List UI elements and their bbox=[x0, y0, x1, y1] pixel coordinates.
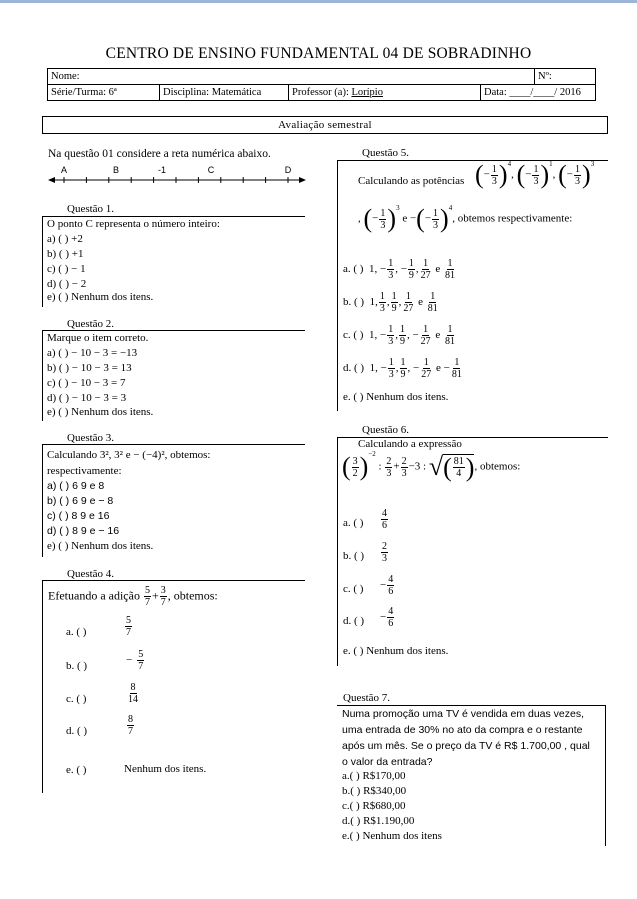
q1-option-d[interactable]: d) ( ) − 2 bbox=[47, 278, 87, 290]
q6-option-a-value: $\frac{4}{6}$ bbox=[382, 508, 387, 531]
q2-option-d[interactable]: d) ( ) − 10 − 3 = 3 bbox=[47, 392, 127, 404]
q1-prompt: O ponto C representa o número inteiro: bbox=[47, 218, 220, 230]
q2-title: Questão 2. bbox=[67, 318, 115, 330]
q4-option-b-value: − $\frac{5}{7}$ bbox=[126, 649, 144, 672]
subject-cell: Disciplina: Matemática bbox=[160, 85, 289, 101]
q5-powers-row2: , (− $\frac{1}{3}$ )$^3$ e −(− $\frac{1}{3}$ )$^4$, obtemos respectivamente: bbox=[358, 204, 573, 233]
date-year: 2016 bbox=[559, 87, 581, 98]
q4-option-d-label[interactable]: d. ( ) bbox=[66, 725, 88, 737]
q1-option-e[interactable]: e) ( ) Nenhum dos itens. bbox=[47, 291, 154, 303]
q6-prompt: Calculando a expressão bbox=[358, 438, 462, 450]
date-blanks: ____/____/ bbox=[509, 87, 558, 98]
q6-title: Questão 6. bbox=[362, 424, 410, 436]
q7-option-d[interactable]: d.( ) R$1.190,00 bbox=[342, 815, 415, 827]
q4-option-c-label[interactable]: c. ( ) bbox=[66, 693, 87, 705]
q6-option-b-value: $\frac{2}{3}$ bbox=[382, 541, 387, 564]
number-line bbox=[48, 162, 308, 188]
left-arrow-icon bbox=[48, 177, 55, 183]
nl-label-minus1: -1 bbox=[157, 165, 167, 175]
q4-title: Questão 4. bbox=[67, 568, 115, 580]
q7-text-line-4: o valor da entrada? bbox=[342, 756, 433, 768]
q4-prompt-post: , obtemos: bbox=[167, 588, 218, 603]
q5-powers-row1: (− $\frac{1}{3}$ )$^4$, (− $\frac{1}{3}$ )$^1$, (− $\frac{1}{3}$ )$^3$ bbox=[475, 160, 595, 189]
nl-label-d: D bbox=[284, 165, 292, 175]
q4-addend-2: $\frac{3}{7}$ bbox=[160, 585, 166, 608]
q4-prompt-pre: Efetuando a adição bbox=[48, 588, 140, 603]
q1-option-a[interactable]: a) ( ) +2 bbox=[47, 233, 83, 245]
q1-title: Questão 1. bbox=[67, 203, 115, 215]
date-label: Data: bbox=[484, 87, 507, 98]
student-header-table bbox=[47, 68, 596, 101]
q4-option-b-label[interactable]: b. ( ) bbox=[66, 660, 88, 672]
q6-option-e[interactable]: e. ( ) Nenhum dos itens. bbox=[343, 645, 449, 657]
q4-option-a-value: $\frac{5}{7}$ bbox=[126, 615, 131, 638]
q6-option-c-label[interactable]: c. ( ) bbox=[343, 583, 364, 595]
q6-expr-end: , obtemos: bbox=[474, 460, 521, 473]
q7-option-a[interactable]: a.( ) R$170,00 bbox=[342, 770, 406, 782]
right-arrow-icon bbox=[299, 177, 306, 183]
q4-addend-1: $\frac{5}{7}$ bbox=[144, 585, 150, 608]
nl-label-a: A bbox=[60, 165, 68, 175]
q3-option-a[interactable]: a) ( ) 6 9 e 8 bbox=[47, 480, 105, 492]
teacher-label: Professor (a): bbox=[292, 87, 349, 98]
evaluation-title: Avaliação semestral bbox=[42, 116, 608, 134]
q4-option-e-label[interactable]: e. ( ) bbox=[66, 764, 87, 776]
q4-option-c-value: $\frac{8}{14}$ bbox=[128, 682, 138, 705]
q5-option-c[interactable]: c. ( ) 1, − $\frac{1}{3}$ , $\frac{1}{9}$ , − $\frac{1}{27}$ e $\frac{1}{81}$ bbox=[343, 324, 456, 347]
number-label: Nº: bbox=[538, 71, 552, 82]
q7-option-e[interactable]: e.( ) Nenhum dos itens bbox=[342, 830, 442, 842]
q3-obtemos: , obtemos: bbox=[164, 449, 211, 461]
q5-option-e[interactable]: e. ( ) Nenhum dos itens. bbox=[343, 391, 449, 403]
teacher-cell bbox=[289, 85, 481, 101]
q3-prompt-line bbox=[47, 449, 210, 461]
q4-box bbox=[42, 580, 305, 793]
q7-title: Questão 7. bbox=[343, 692, 391, 704]
name-label: Nome: bbox=[51, 71, 80, 82]
q3-option-e[interactable]: e) ( ) Nenhum dos itens. bbox=[47, 540, 154, 552]
q1-option-c[interactable]: c) ( ) − 1 bbox=[47, 263, 86, 275]
q5-option-b[interactable]: b. ( ) 1, $\frac{1}{3}$ , $\frac{1}{9}$ , $\frac{1}{27}$ e $\frac{1}{81}$ bbox=[343, 291, 438, 314]
q4-option-a-label[interactable]: a. ( ) bbox=[66, 626, 87, 638]
q6-expression: ( $\frac{3}{2}$ )$^{-2}$ : $\frac{2}{3}$ + $\frac{2}{3}$ −3 : √( $\frac{81}{4}$ ), obtemos: bbox=[342, 450, 521, 482]
q5-prompt-end: , obtemos respectivamente: bbox=[452, 212, 573, 225]
q7-option-c[interactable]: c.( ) R$680,00 bbox=[342, 800, 406, 812]
q3-option-c[interactable]: c) ( ) 8 9 e 16 bbox=[47, 510, 110, 522]
date-cell[interactable] bbox=[481, 85, 596, 101]
grade-cell: Série/Turma: 6ª bbox=[48, 85, 160, 101]
q3-title: Questão 3. bbox=[67, 432, 115, 444]
q2-option-b[interactable]: b) ( ) − 10 − 3 = 13 bbox=[47, 362, 132, 374]
number-field[interactable] bbox=[535, 69, 596, 85]
q2-option-a[interactable]: a) ( ) − 10 − 3 = −13 bbox=[47, 347, 138, 359]
q6-option-a-label[interactable]: a. ( ) bbox=[343, 517, 364, 529]
q3-option-b[interactable]: b) ( ) 6 9 e − 8 bbox=[47, 495, 114, 507]
name-field[interactable] bbox=[48, 69, 535, 85]
q4-prompt: Efetuando a adição $\frac{5}{7}$ + $\frac{3}{7}$ , obtemos: bbox=[48, 585, 218, 608]
q3-expression: 3², 3² e − (−4)² bbox=[99, 449, 165, 461]
q7-text-line-2: uma entrada de 30% no ato da compra e o restante bbox=[342, 724, 583, 736]
q2-prompt: Marque o item correto. bbox=[47, 332, 149, 344]
q2-option-c[interactable]: c) ( ) − 10 − 3 = 7 bbox=[47, 377, 126, 389]
q7-text-line-3: após um mês. Se o preço da TV é R$ 1.700,00 , qual bbox=[342, 740, 590, 752]
school-title: CENTRO DE ENSINO FUNDAMENTAL 04 DE SOBRADINHO bbox=[105, 45, 532, 62]
q6-option-d-value: − $\frac{4}{6}$ bbox=[380, 606, 394, 629]
q5-option-d[interactable]: d. ( ) 1, − $\frac{1}{3}$ , $\frac{1}{9}$ , − $\frac{1}{27}$ e − $\frac{1}{81}$ bbox=[343, 357, 462, 380]
q5-option-a[interactable]: a. ( ) 1, − $\frac{1}{3}$ , − $\frac{1}{9}$ , $\frac{1}{27}$ e $\frac{1}{81}$ bbox=[343, 258, 456, 281]
q7-option-b[interactable]: b.( ) R$340,00 bbox=[342, 785, 407, 797]
q6-option-d-label[interactable]: d. ( ) bbox=[343, 615, 365, 627]
q4-option-d-value: $\frac{8}{7}$ bbox=[128, 714, 133, 737]
q3-option-d[interactable]: d) ( ) 8 9 e − 16 bbox=[47, 525, 120, 537]
q5-prompt: Calculando as potências bbox=[358, 175, 465, 187]
nl-label-b: B bbox=[112, 165, 120, 175]
q3-respect: respectivamente: bbox=[47, 465, 122, 477]
teacher-name: Lorípio bbox=[351, 87, 383, 98]
q6-option-c-value: − $\frac{4}{6}$ bbox=[380, 574, 394, 597]
intro-text: Na questão 01 considere a reta numérica abaixo. bbox=[48, 148, 271, 160]
q5-title: Questão 5. bbox=[362, 147, 410, 159]
top-border bbox=[0, 0, 637, 3]
q7-text-line-1: Numa promoção uma TV é vendida em duas vezes, bbox=[342, 708, 585, 720]
nl-label-c: C bbox=[207, 165, 215, 175]
q2-option-e[interactable]: e) ( ) Nenhum dos itens. bbox=[47, 406, 154, 418]
q3-calc-label: Calculando bbox=[47, 449, 98, 461]
q1-option-b[interactable]: b) ( ) +1 bbox=[47, 248, 84, 260]
q4-option-e-text: Nenhum dos itens. bbox=[124, 763, 207, 775]
q6-option-b-label[interactable]: b. ( ) bbox=[343, 550, 365, 562]
